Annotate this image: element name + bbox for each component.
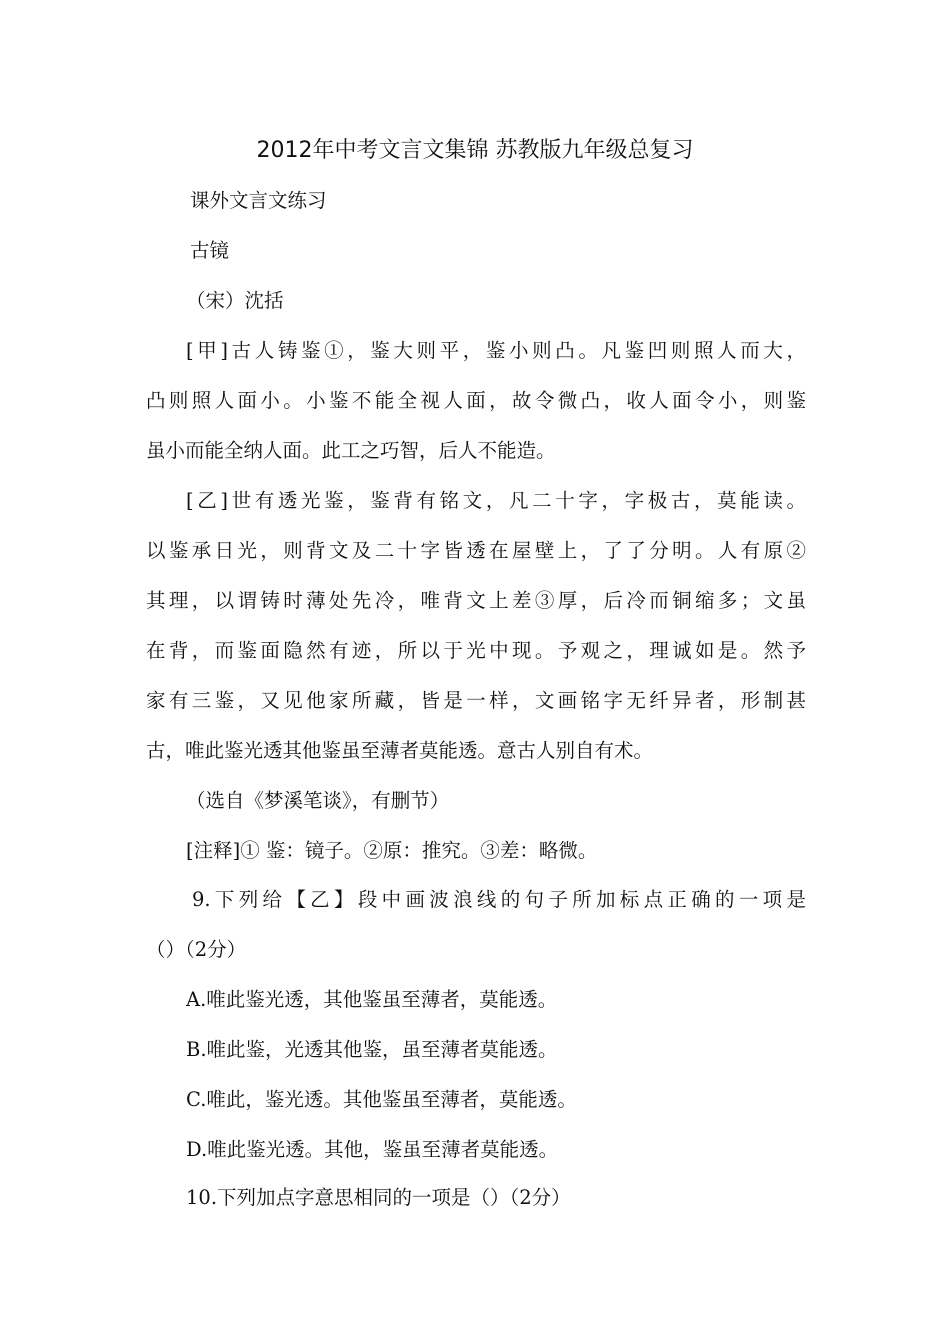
annotation-notes: [注释]① 鉴：镜子。②原：推究。③差：略微。 — [186, 839, 598, 862]
passage-yi-line: 其理，以谓铸时薄处先冷，唯背文上差③厚，后冷而铜缩多；文虽 — [146, 589, 806, 612]
question-9-stem-cont: （）（2分） — [146, 938, 247, 961]
passage-yi-line: 家有三鉴，又见他家所藏，皆是一样，文画铭字无纤异者，形制甚 — [146, 689, 806, 712]
passage-yi-line: [乙]世有透光鉴，鉴背有铭文，凡二十字，字极古，莫能读。 — [186, 489, 806, 512]
question-9-option-a: A.唯此鉴光透，其他鉴虽至薄者，莫能透。 — [186, 988, 558, 1011]
passage-yi-line: 以鉴承日光，则背文及二十字皆透在屋壁上，了了分明。人有原② — [146, 539, 806, 562]
question-10-stem: 10.下列加点字意思相同的一项是（）（2分） — [186, 1186, 571, 1209]
passage-jia-line: 虽小而能全纳人面。此工之巧智，后人不能造。 — [146, 439, 556, 462]
passage-jia-line: [甲]古人铸鉴①，鉴大则平，鉴小则凸。凡鉴凹则照人而大， — [186, 339, 806, 362]
passage-yi-line: 古，唯此鉴光透其他鉴虽至薄者莫能透。意古人别自有术。 — [146, 739, 654, 762]
article-title: 古镜 — [190, 239, 230, 262]
passage-jia-line: 凸则照人面小。小鉴不能全视人面，故令微凸，收人面令小，则鉴 — [146, 389, 806, 412]
section-heading: 课外文言文练习 — [190, 189, 327, 212]
document-title: 2012年中考文言文集锦 苏教版九年级总复习 — [256, 138, 694, 163]
passage-yi-line: 在背，而鉴面隐然有迹，所以于光中现。予观之，理诚如是。然予 — [146, 639, 806, 662]
question-9-option-c: C.唯此，鉴光透。其他鉴虽至薄者，莫能透。 — [186, 1088, 577, 1111]
source-citation: （选自《梦溪笔谈》，有删节） — [186, 789, 450, 812]
question-9-option-d: D.唯此鉴光透。其他，鉴虽至薄者莫能透。 — [186, 1138, 559, 1161]
question-9-stem: 9.下列给【乙】段中画波浪线的句子所加标点正确的一项是 — [192, 888, 806, 911]
question-9-option-b: B.唯此鉴，光透其他鉴，虽至薄者莫能透。 — [186, 1038, 558, 1061]
article-author: （宋）沈括 — [186, 289, 284, 312]
